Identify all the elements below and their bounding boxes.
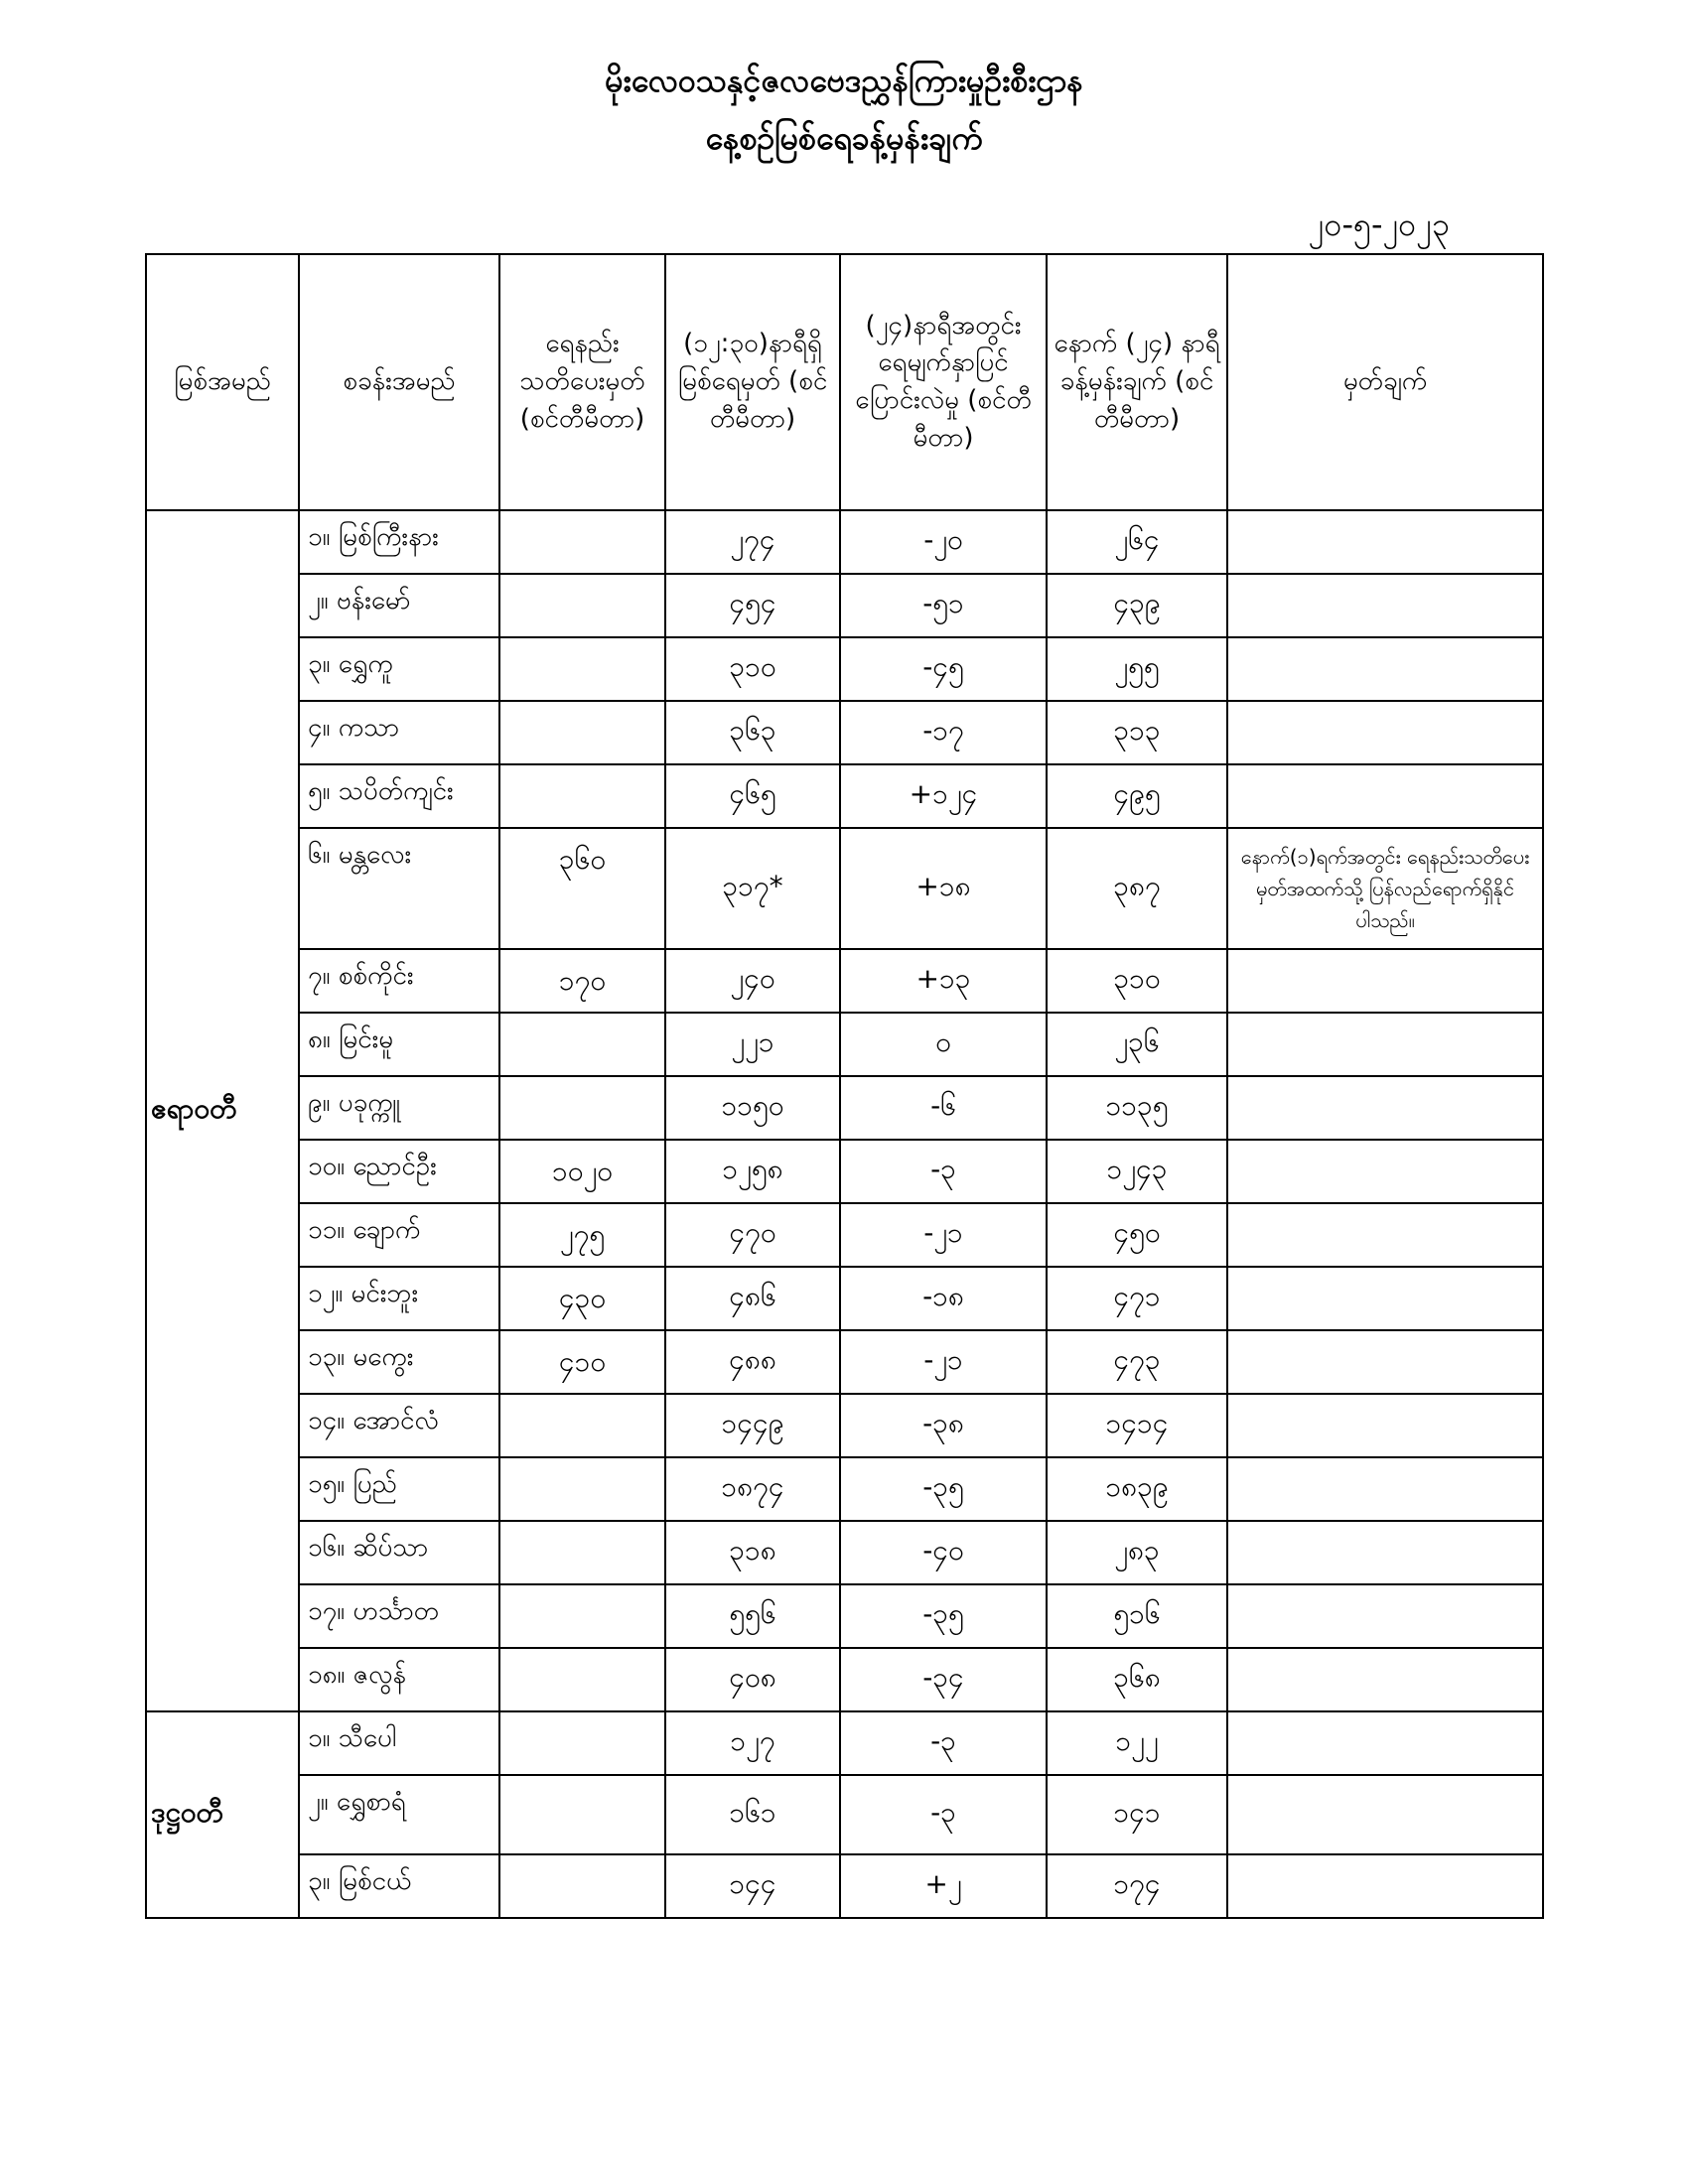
column-header-change: (၂၄)နာရီအတွင်း ရေမျက်နှာပြင် ပြောင်းလဲမှု (စင်တီမီတာ) <box>840 254 1047 510</box>
remark-cell <box>1227 949 1543 1013</box>
warning-level-cell <box>499 1648 665 1711</box>
level-change-cell: -၃ <box>840 1140 1047 1203</box>
table-row <box>146 510 1543 574</box>
forecast-cell: ၄၇၁ <box>1047 1267 1227 1330</box>
level-change-cell: -၄၀ <box>840 1521 1047 1584</box>
warning-level-cell: ၁၀၂၀ <box>499 1140 665 1203</box>
warning-level-cell <box>499 574 665 637</box>
water-level-cell: ၁၁၅၀ <box>665 1076 840 1140</box>
table-row <box>146 637 1543 701</box>
remark-cell <box>1227 1330 1543 1394</box>
warning-level-cell <box>499 764 665 828</box>
table-header-row <box>146 254 1543 510</box>
level-change-cell: -၅၁ <box>840 574 1047 637</box>
remark-cell <box>1227 1854 1543 1918</box>
water-level-cell: ၃၁၈ <box>665 1521 840 1584</box>
table-row <box>146 701 1543 764</box>
warning-level-cell: ၃၆၀ <box>499 828 665 949</box>
warning-level-cell: ၁၇၀ <box>499 949 665 1013</box>
level-change-cell: -၂၀ <box>840 510 1047 574</box>
station-name-cell: ၁၁။ ချောက် <box>299 1203 499 1267</box>
remark-cell <box>1227 1711 1543 1775</box>
level-change-cell: -၃၈ <box>840 1394 1047 1457</box>
remark-cell <box>1227 1521 1543 1584</box>
forecast-cell: ၃၁၀ <box>1047 949 1227 1013</box>
water-level-cell: ၄၅၄ <box>665 574 840 637</box>
remark-cell <box>1227 1203 1543 1267</box>
station-name-cell: ၁။ မြစ်ကြီးနား <box>299 510 499 574</box>
forecast-cell: ၂၈၃ <box>1047 1521 1227 1584</box>
table-row <box>146 764 1543 828</box>
column-header-water-level: (၁၂:၃၀)နာရီရှိ မြစ်ရေမှတ် (စင်တီမီတာ) <box>665 254 840 510</box>
level-change-cell: -၂၁ <box>840 1203 1047 1267</box>
level-change-cell: +၁၈ <box>840 828 1047 949</box>
water-level-cell: ၄၈၆ <box>665 1267 840 1330</box>
water-level-cell: ၅၅၆ <box>665 1584 840 1648</box>
forecast-cell: ၄၃၉ <box>1047 574 1227 637</box>
table-row <box>146 1457 1543 1521</box>
warning-level-cell <box>499 701 665 764</box>
table-row <box>146 828 1543 949</box>
warning-level-cell: ၄၃၀ <box>499 1267 665 1330</box>
station-name-cell: ၁၄။ အောင်လံ <box>299 1394 499 1457</box>
table-row <box>146 1584 1543 1648</box>
forecast-cell: ၁၂၄၃ <box>1047 1140 1227 1203</box>
remark-cell <box>1227 1140 1543 1203</box>
river-name-cell: ဧရာဝတီ <box>146 510 299 1711</box>
table-row <box>146 1013 1543 1076</box>
level-change-cell: -၃၅ <box>840 1457 1047 1521</box>
station-name-cell: ၄။ ကသာ <box>299 701 499 764</box>
river-forecast-table <box>145 253 1544 1919</box>
water-level-cell: ၂၄၀ <box>665 949 840 1013</box>
column-header-station: စခန်းအမည် <box>299 254 499 510</box>
table-row <box>146 574 1543 637</box>
water-level-cell: ၁၄၄ <box>665 1854 840 1918</box>
station-name-cell: ၁၆။ ဆိပ်သာ <box>299 1521 499 1584</box>
station-name-cell: ၇။ စစ်ကိုင်း <box>299 949 499 1013</box>
table-row <box>146 1140 1543 1203</box>
table-row <box>146 1330 1543 1394</box>
forecast-cell: ၃၁၃ <box>1047 701 1227 764</box>
page-title: မိုးလေဝသနှင့်ဇလဗေဒညွှန်ကြားမှုဦးစီးဌာန <box>605 62 1083 99</box>
forecast-cell: ၁၄၁၄ <box>1047 1394 1227 1457</box>
station-name-cell: ၂။ ရွှေစာရံ <box>299 1775 499 1854</box>
warning-level-cell <box>499 1076 665 1140</box>
forecast-cell: ၁၂၂ <box>1047 1711 1227 1775</box>
water-level-cell: ၃၁၇* <box>665 828 840 949</box>
column-header-remark: မှတ်ချက် <box>1227 254 1543 510</box>
station-name-cell: ၆။ မန္တလေး <box>299 828 499 949</box>
water-level-cell: ၄၇၀ <box>665 1203 840 1267</box>
water-level-cell: ၂၂၁ <box>665 1013 840 1076</box>
column-header-warning-level: ရေနည်းသတိပေးမှတ် (စင်တီမီတာ) <box>499 254 665 510</box>
water-level-cell: ၄၈၈ <box>665 1330 840 1394</box>
remark-cell <box>1227 1457 1543 1521</box>
water-level-cell: ၁၈၇၄ <box>665 1457 840 1521</box>
warning-level-cell <box>499 1854 665 1918</box>
river-name-cell: ဒုဋ္ဌဝတီ <box>146 1711 299 1918</box>
remark-cell: နောက်(၁)ရက်အတွင်း ရေနည်းသတိပေးမှတ်အထက်သို့ ပြန်လည်ရောက်ရှိနိုင်ပါသည်။ <box>1227 828 1543 949</box>
table-row <box>146 1267 1543 1330</box>
forecast-cell: ၁၈၃၉ <box>1047 1457 1227 1521</box>
warning-level-cell <box>499 1711 665 1775</box>
forecast-cell: ၂၃၆ <box>1047 1013 1227 1076</box>
station-name-cell: ၉။ ပခုက္ကူ <box>299 1076 499 1140</box>
water-level-cell: ၁၂၅၈ <box>665 1140 840 1203</box>
level-change-cell: -၆ <box>840 1076 1047 1140</box>
water-level-cell: ၂၇၄ <box>665 510 840 574</box>
forecast-cell: ၃၆၈ <box>1047 1648 1227 1711</box>
station-name-cell: ၂။ ဗန်းမော် <box>299 574 499 637</box>
station-name-cell: ၁၅။ ပြည် <box>299 1457 499 1521</box>
remark-cell <box>1227 510 1543 574</box>
table-row <box>146 1854 1543 1918</box>
forecast-cell: ၅၁၆ <box>1047 1584 1227 1648</box>
column-header-river: မြစ်အမည် <box>146 254 299 510</box>
warning-level-cell <box>499 1013 665 1076</box>
remark-cell <box>1227 1584 1543 1648</box>
remark-cell <box>1227 637 1543 701</box>
station-name-cell: ၁၀။ ညောင်ဦး <box>299 1140 499 1203</box>
table-row <box>146 1076 1543 1140</box>
forecast-cell: ၂၆၄ <box>1047 510 1227 574</box>
remark-cell <box>1227 701 1543 764</box>
warning-level-cell <box>499 1521 665 1584</box>
remark-cell <box>1227 574 1543 637</box>
station-name-cell: ၁။ သီပေါ <box>299 1711 499 1775</box>
remark-cell <box>1227 764 1543 828</box>
forecast-cell: ၃၈၇ <box>1047 828 1227 949</box>
table-body <box>146 510 1543 1918</box>
station-name-cell: ၃။ မြစ်ငယ် <box>299 1854 499 1918</box>
warning-level-cell <box>499 1584 665 1648</box>
page-subtitle: နေ့စဉ်မြစ်ရေခန့်မှန်းချက် <box>705 119 983 157</box>
water-level-cell: ၁၆၁ <box>665 1775 840 1854</box>
level-change-cell: -၃၅ <box>840 1584 1047 1648</box>
remark-cell <box>1227 1648 1543 1711</box>
table-row <box>146 1394 1543 1457</box>
forecast-cell: ၄၉၅ <box>1047 764 1227 828</box>
water-level-cell: ၄၀၈ <box>665 1648 840 1711</box>
station-name-cell: ၁၃။ မကွေး <box>299 1330 499 1394</box>
station-name-cell: ၃။ ရွှေကူ <box>299 637 499 701</box>
level-change-cell: -၄၅ <box>840 637 1047 701</box>
forecast-cell: ၁၁၃၅ <box>1047 1076 1227 1140</box>
warning-level-cell <box>499 1775 665 1854</box>
forecast-cell: ၄၅၀ <box>1047 1203 1227 1267</box>
warning-level-cell <box>499 637 665 701</box>
forecast-cell: ၄၇၃ <box>1047 1330 1227 1394</box>
level-change-cell: -၃ <box>840 1711 1047 1775</box>
remark-cell <box>1227 1013 1543 1076</box>
level-change-cell: -၁၈ <box>840 1267 1047 1330</box>
level-change-cell: ၀ <box>840 1013 1047 1076</box>
table-row <box>146 1203 1543 1267</box>
forecast-cell: ၁၄၁ <box>1047 1775 1227 1854</box>
station-name-cell: ၁၇။ ဟင်္သာတ <box>299 1584 499 1648</box>
remark-cell <box>1227 1076 1543 1140</box>
table-row <box>146 949 1543 1013</box>
warning-level-cell <box>499 1457 665 1521</box>
warning-level-cell: ၄၁၀ <box>499 1330 665 1394</box>
level-change-cell: -၂၁ <box>840 1330 1047 1394</box>
report-date: ၂၀-၅-၂၀၂၃ <box>1308 205 1450 243</box>
warning-level-cell <box>499 510 665 574</box>
forecast-cell: ၁၇၄ <box>1047 1854 1227 1918</box>
remark-cell <box>1227 1267 1543 1330</box>
table-row <box>146 1648 1543 1711</box>
water-level-cell: ၁၂၇ <box>665 1711 840 1775</box>
remark-cell <box>1227 1775 1543 1854</box>
warning-level-cell: ၂၇၅ <box>499 1203 665 1267</box>
level-change-cell: +၂ <box>840 1854 1047 1918</box>
water-level-cell: ၁၄၄၉ <box>665 1394 840 1457</box>
station-name-cell: ၁၈။ ဇလွန် <box>299 1648 499 1711</box>
level-change-cell: +၁၂၄ <box>840 764 1047 828</box>
water-level-cell: ၃၆၃ <box>665 701 840 764</box>
station-name-cell: ၈။ မြင်းမူ <box>299 1013 499 1076</box>
level-change-cell: -၃၄ <box>840 1648 1047 1711</box>
level-change-cell: -၃ <box>840 1775 1047 1854</box>
level-change-cell: +၁၃ <box>840 949 1047 1013</box>
level-change-cell: -၁၇ <box>840 701 1047 764</box>
warning-level-cell <box>499 1394 665 1457</box>
forecast-cell: ၂၅၅ <box>1047 637 1227 701</box>
water-level-cell: ၄၆၅ <box>665 764 840 828</box>
column-header-forecast: နောက် (၂၄) နာရီ ခန့်မှန်းချက် (စင်တီမီတာ) <box>1047 254 1227 510</box>
table-row <box>146 1775 1543 1854</box>
remark-cell <box>1227 1394 1543 1457</box>
water-level-cell: ၃၁၀ <box>665 637 840 701</box>
table-row <box>146 1521 1543 1584</box>
table-row <box>146 1711 1543 1775</box>
station-name-cell: ၁၂။ မင်းဘူး <box>299 1267 499 1330</box>
station-name-cell: ၅။ သပိတ်ကျင်း <box>299 764 499 828</box>
